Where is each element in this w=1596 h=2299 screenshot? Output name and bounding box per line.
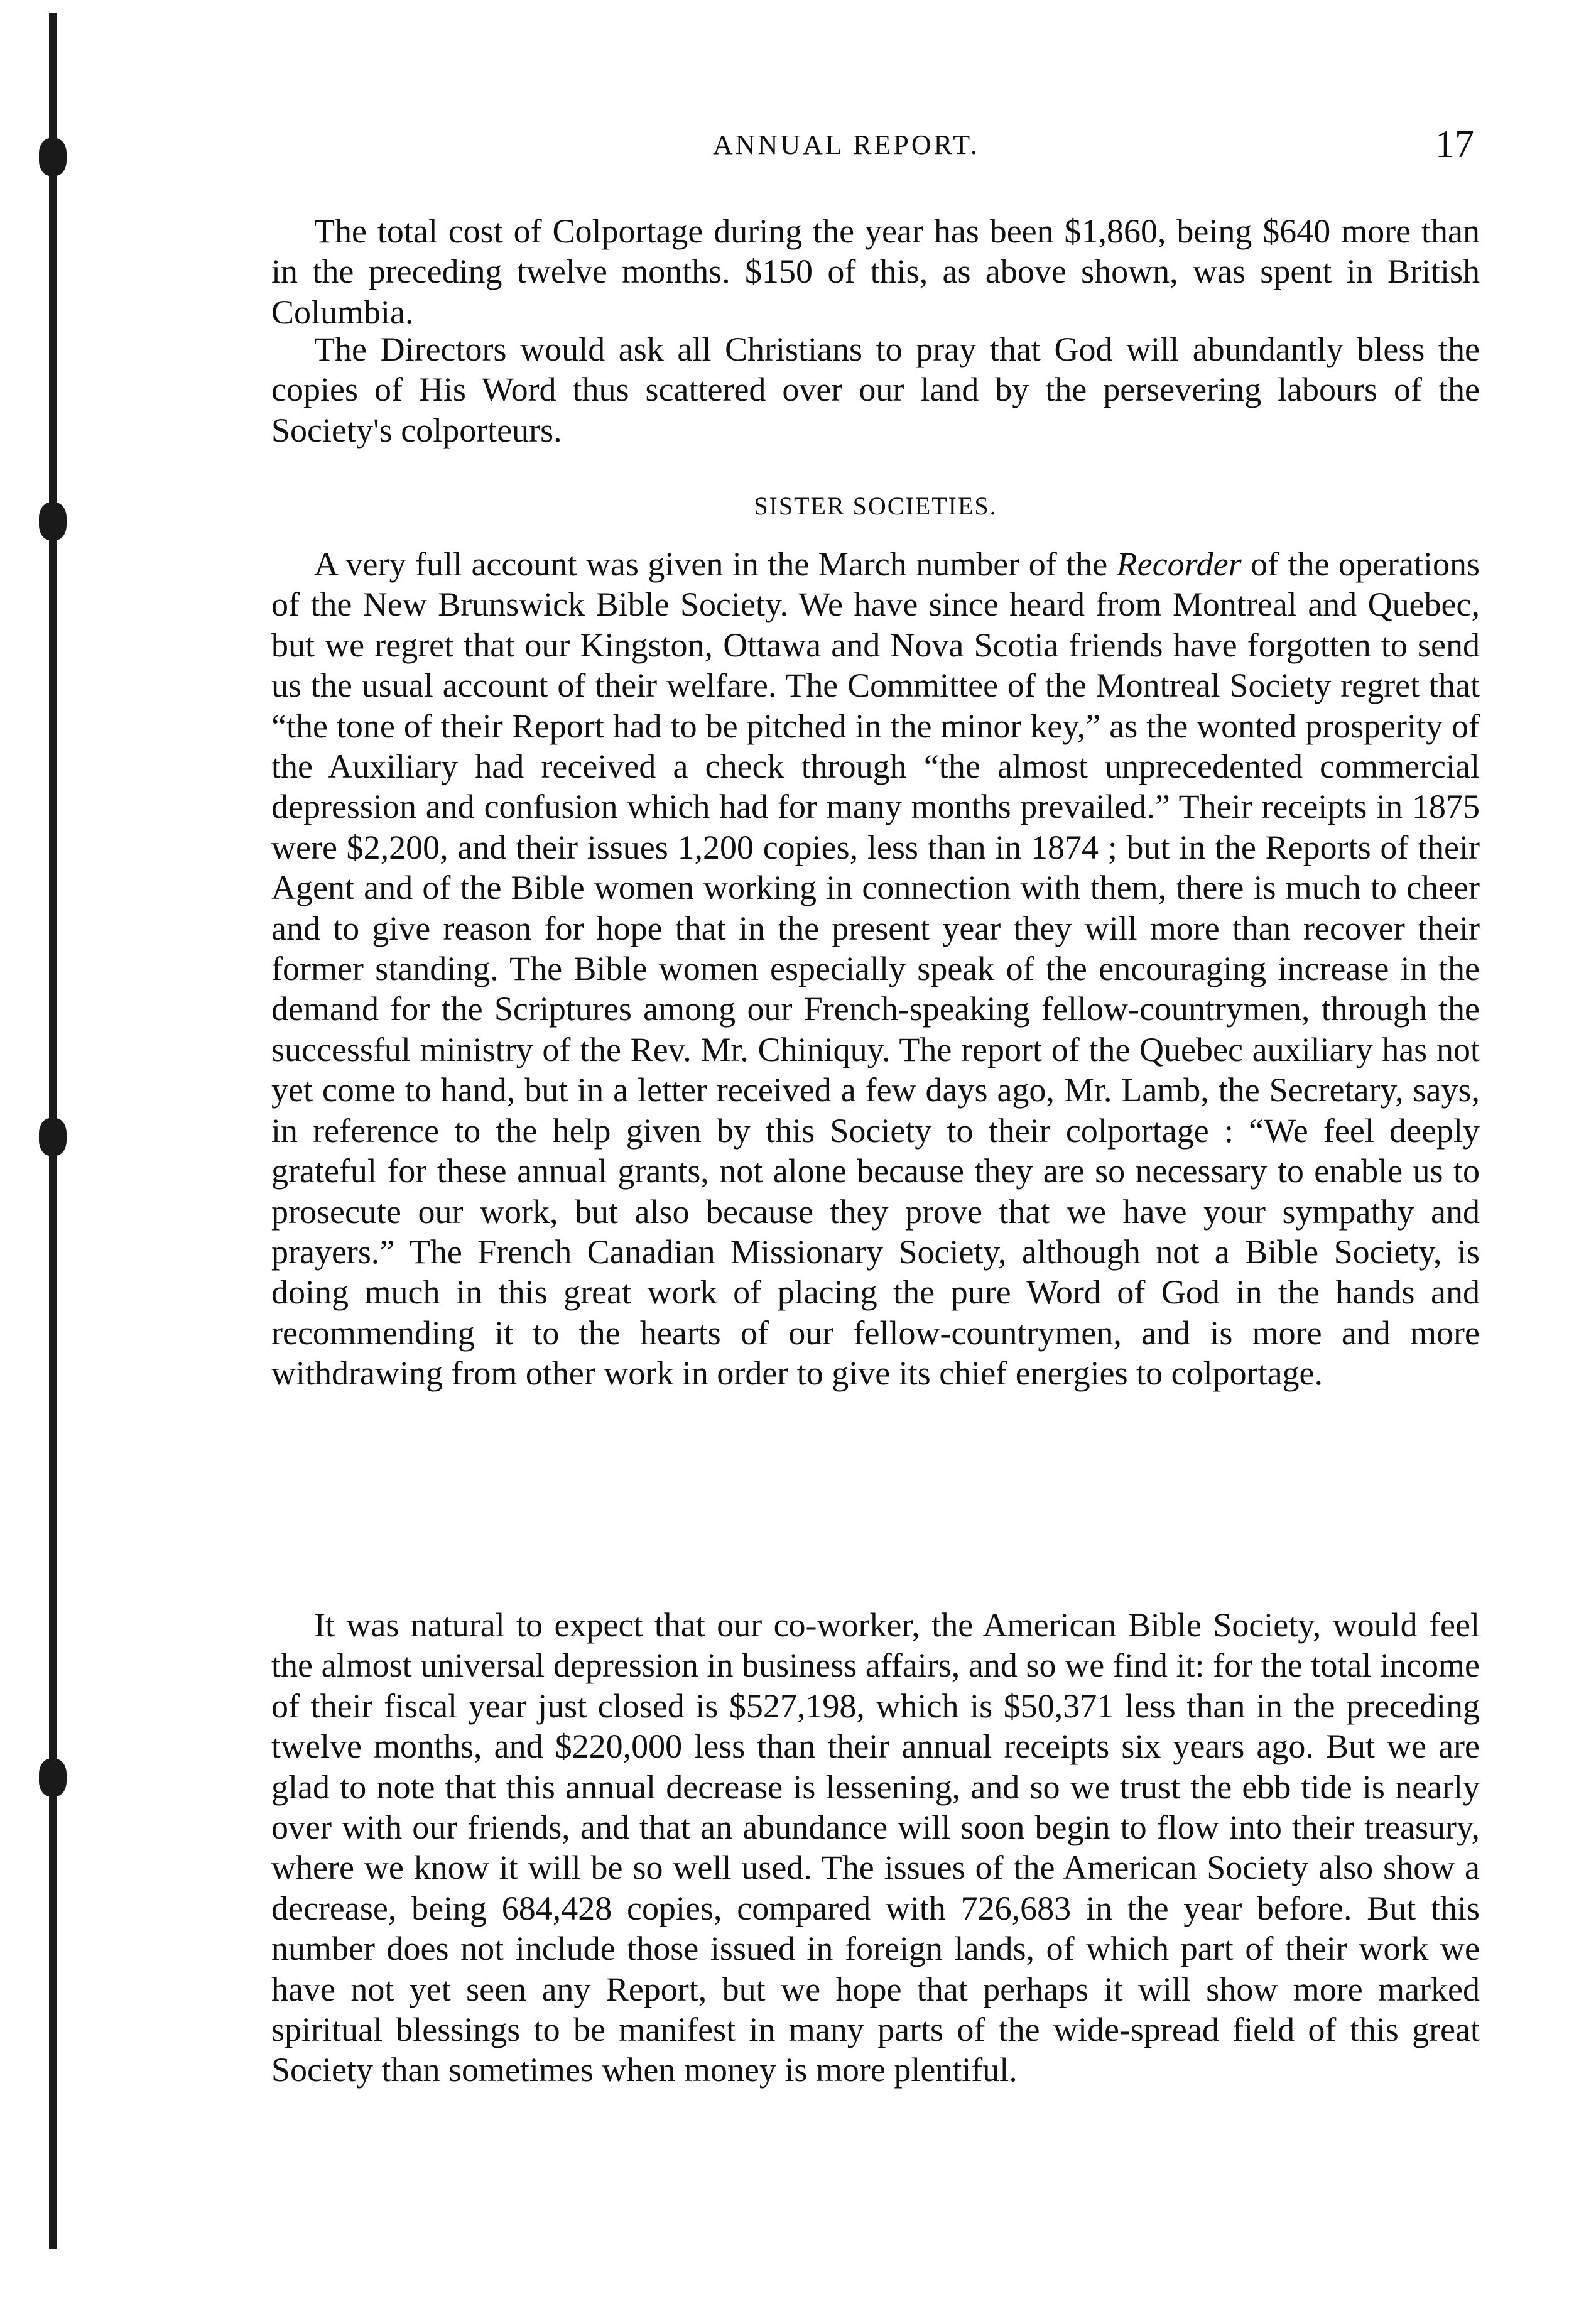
paragraph-text-rest: of the operations of the New Brunswick Bible Society. We have since heard from Montreal and Quebec, but we regret that our Kingston, Ottawa and Nova Scotia friends have forgotten to send us the usual account of their welfare. The Committee of the Montreal Society regret that “the tone of their Report had to be pitched in the minor key,” as the wonted prosperity of the Auxiliary had received a check through “the almost unprecedented commercial depression and confusion which had for many months prevailed.” Their receipts in 1875 were $2,200, and their issues 1,200 copies, less than in 1874 ; but in the Reports of their Agent and of the Bible women working in connection with them, there is much to cheer and to give reason for hope that in the present year they will more than recover their former standing. The Bible women especially speak of the encouraging increase in the demand for the Scriptures among our French-speaking fellow-countrymen, through the successful ministry of the Rev. Mr. Chiniquy. The report of the Quebec auxiliary has not yet come to hand, but in a letter received a few days ago, Mr. Lamb, the Secretary, says, in reference to the help given by this Society to their colportage : “We feel deeply grateful for these annual grants, not alone because they are so necessary to enable us to prosecute our work, but also because they prove that we have your sympathy and prayers.” The French Canadian Missionary Society, although not a Bible Society, is doing much in this great work of placing the pure Word of God in the hands and recommending it to the hearts of our fellow-countrymen, and is more and more withdrawing from other work in order to give its chief energies to colportage. [271, 545, 1480, 1393]
page-number: 17 [1435, 123, 1474, 166]
paragraph-text: The Directors would ask all Christians to pray that God will abundantly bless the copies of His Word thus scattered over our land by the persevering labours of the Society's colporteurs. [271, 330, 1480, 449]
section-heading: SISTER SOCIETIES. [754, 492, 997, 520]
paragraph-colportage-cost [271, 211, 1480, 332]
paragraph-text [271, 544, 1480, 1394]
binding-knot [39, 1118, 67, 1156]
binding-knot [39, 138, 67, 176]
paragraph-text: The total cost of Colportage during the year has been $1,860, being $640 more than in the preceding twelve months. $150 of this, as above shown, was spent in British Columbia. [271, 212, 1480, 331]
paragraph-text-start: A very full account was given in the March number of the [314, 545, 1117, 583]
paragraph-sister-societies [271, 544, 1480, 1394]
paragraph-american-bible-society [271, 1605, 1480, 2090]
paragraph-text: It was natural to expect that our co-worker, the American Bible Society, would feel the almost universal depression in business affairs, and so we find it: for the total income of their fiscal year just closed is $527,198, which is $50,371 less than in the preceding twelve months, and $220,000 less than their annual receipts six years ago. But we are glad to note that this annual decrease is lessening, and so we trust the ebb tide is nearly over with our friends, and that an abundance will soon begin to flow into their treasury, where we know it will be so well used. The issues of the American Society also show a decrease, being 684,428 copies, compared with 726,683 in the year before. But this number does not include those issued in foreign lands, of which part of their work we have not yet seen any Report, but we hope that perhaps it will show more marked spiritual blessings to be manifest in many parts of the wide-spread field of this great Society than sometimes when money is more plentiful. [271, 1606, 1480, 2089]
italic-title: Recorder [1116, 545, 1242, 583]
running-header: ANNUAL REPORT. [713, 129, 980, 160]
binding-knot [39, 503, 67, 540]
binding-knot [39, 1759, 67, 1796]
paragraph-directors-prayer [271, 329, 1480, 450]
